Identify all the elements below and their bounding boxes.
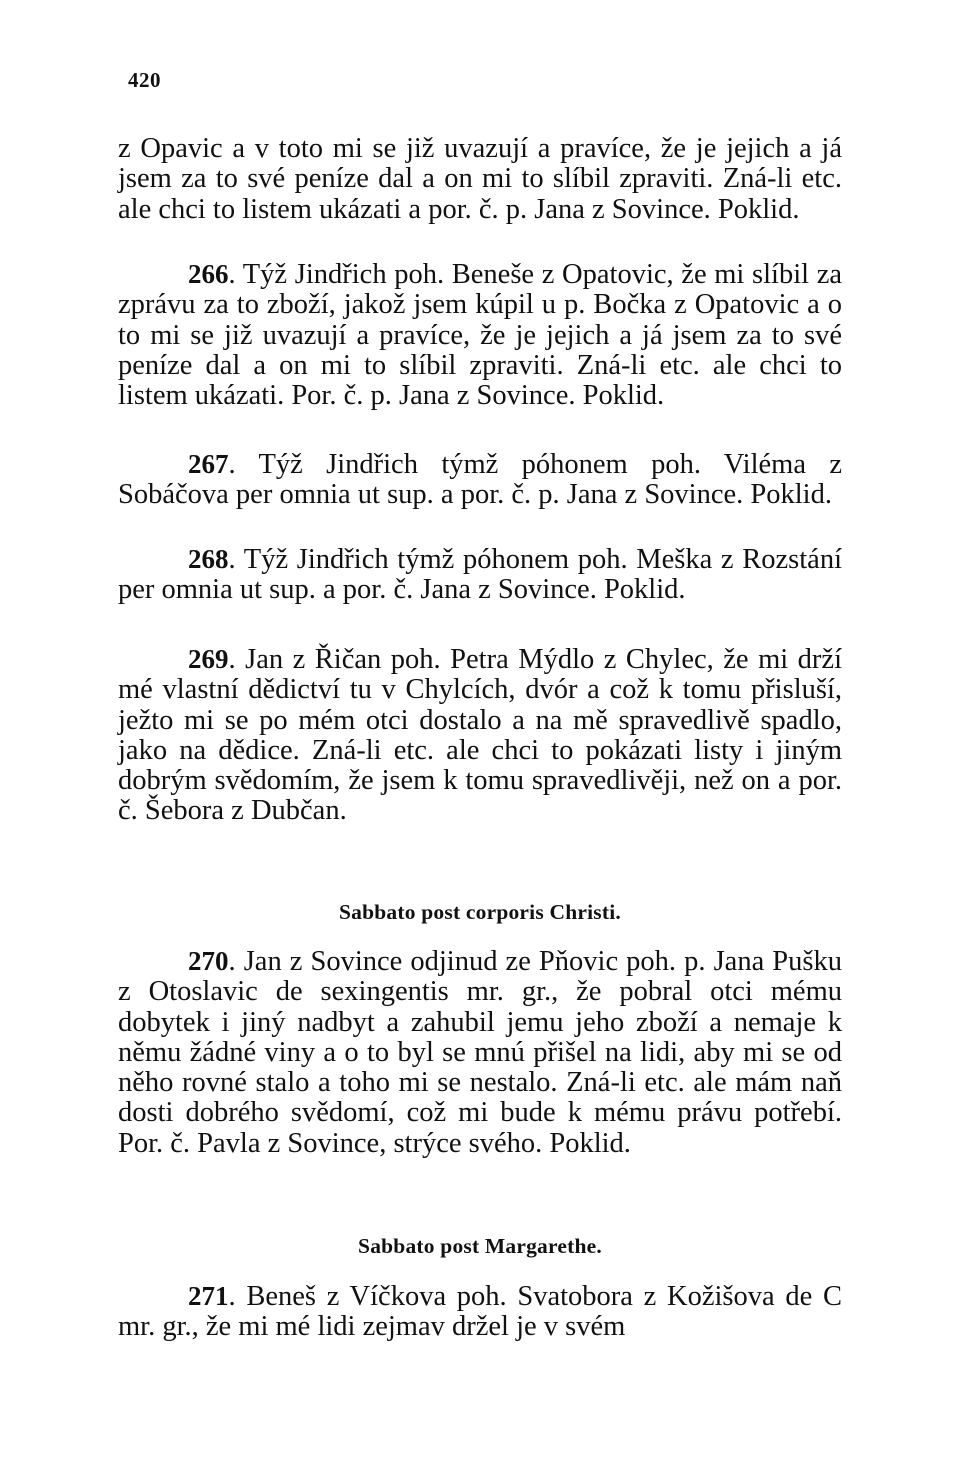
entry-number: 269: [188, 644, 229, 674]
entry-number: 268: [188, 544, 229, 574]
entry-266: [118, 259, 842, 411]
entry-269: [118, 644, 842, 827]
page-number: 420: [128, 68, 161, 92]
entry-271: [118, 1281, 842, 1343]
entry-text: . Beneš z Víčkova poh. Svatobora z Kožišova de C mr. gr., že mi mé lidi zejmav držel je v svém: [118, 1281, 842, 1343]
entry-number: 267: [188, 449, 229, 479]
entry-text: . Týž Jindřich týmž póhonem poh. Meška z Rozstání per omnia ut sup. a por. č. Jana z Sovince. Poklid.: [118, 544, 842, 606]
entry-continuation: [118, 134, 842, 225]
entry-268: [118, 544, 842, 606]
entry-number: 270: [188, 946, 229, 976]
entry-text: . Týž Jindřich týmž póhonem poh. Viléma z Sobáčova per omnia ut sup. a por. č. p. Jana z Sovince. Poklid.: [118, 449, 842, 511]
entry-text: . Jan z Sovince odjinud ze Pňovic poh. p. Jana Pušku z Otoslavic de sexingentis mr. gr., že pobral otci mému dobytek i jiný nadbyt a zahubil jemu jeho zboží a nemaje k němu žádné viny a o to byl se mnú přišel na lidi, aby mi se od něho rovné stalo a toho mi se nestalo. Zná-li etc. ale mám naň dosti dobrého svědomí, což mi bude k mému právu potřebí. Por. č. Pavla z Sovince, strýce svého. Poklid.: [118, 946, 842, 1159]
section-heading: Sabbato post Margarethe.: [358, 1234, 602, 1258]
entry-text: . Jan z Řičan poh. Petra Mýdlo z Chylec, že mi drží mé vlastní dědictví tu v Chylcích, dvór a což k tomu přisluší, ježto mi se po mém otci dostalo a na mě spravedlivě spadlo, jako na dědice. Zná-li etc. ale chci to pokázati listy i jiným dobrým svědomím, že jsem k tomu spravedlivěji, než on a por. č. Šebora z Dubčan.: [118, 644, 842, 827]
entry-number: 266: [188, 259, 229, 289]
entry-270: [118, 946, 842, 1159]
entry-text: z Opavic a v toto mi se již uvazují a pravíce, že je jejich a já jsem za to své peníze dal a on mi to slíbil zpraviti. Zná-li etc. ale chci to listem ukázati a por. č. p. Jana z Sovince. Poklid.: [118, 133, 842, 225]
entry-number: 271: [188, 1281, 229, 1311]
entry-text: . Týž Jindřich poh. Beneše z Opatovic, že mi slíbil za zprávu za to zboží, jakož jsem kúpil u p. Bočka z Opatovic a o to mi se již uvazují a pravíce, že je jejich a já jsem za to své peníze dal a on mi to slíbil zpraviti. Zná-li etc. ale chci to listem ukázati. Por. č. p. Jana z Sovince. Poklid.: [118, 259, 842, 412]
section-heading: Sabbato post corporis Christi.: [339, 900, 621, 924]
entry-267: [118, 449, 842, 511]
